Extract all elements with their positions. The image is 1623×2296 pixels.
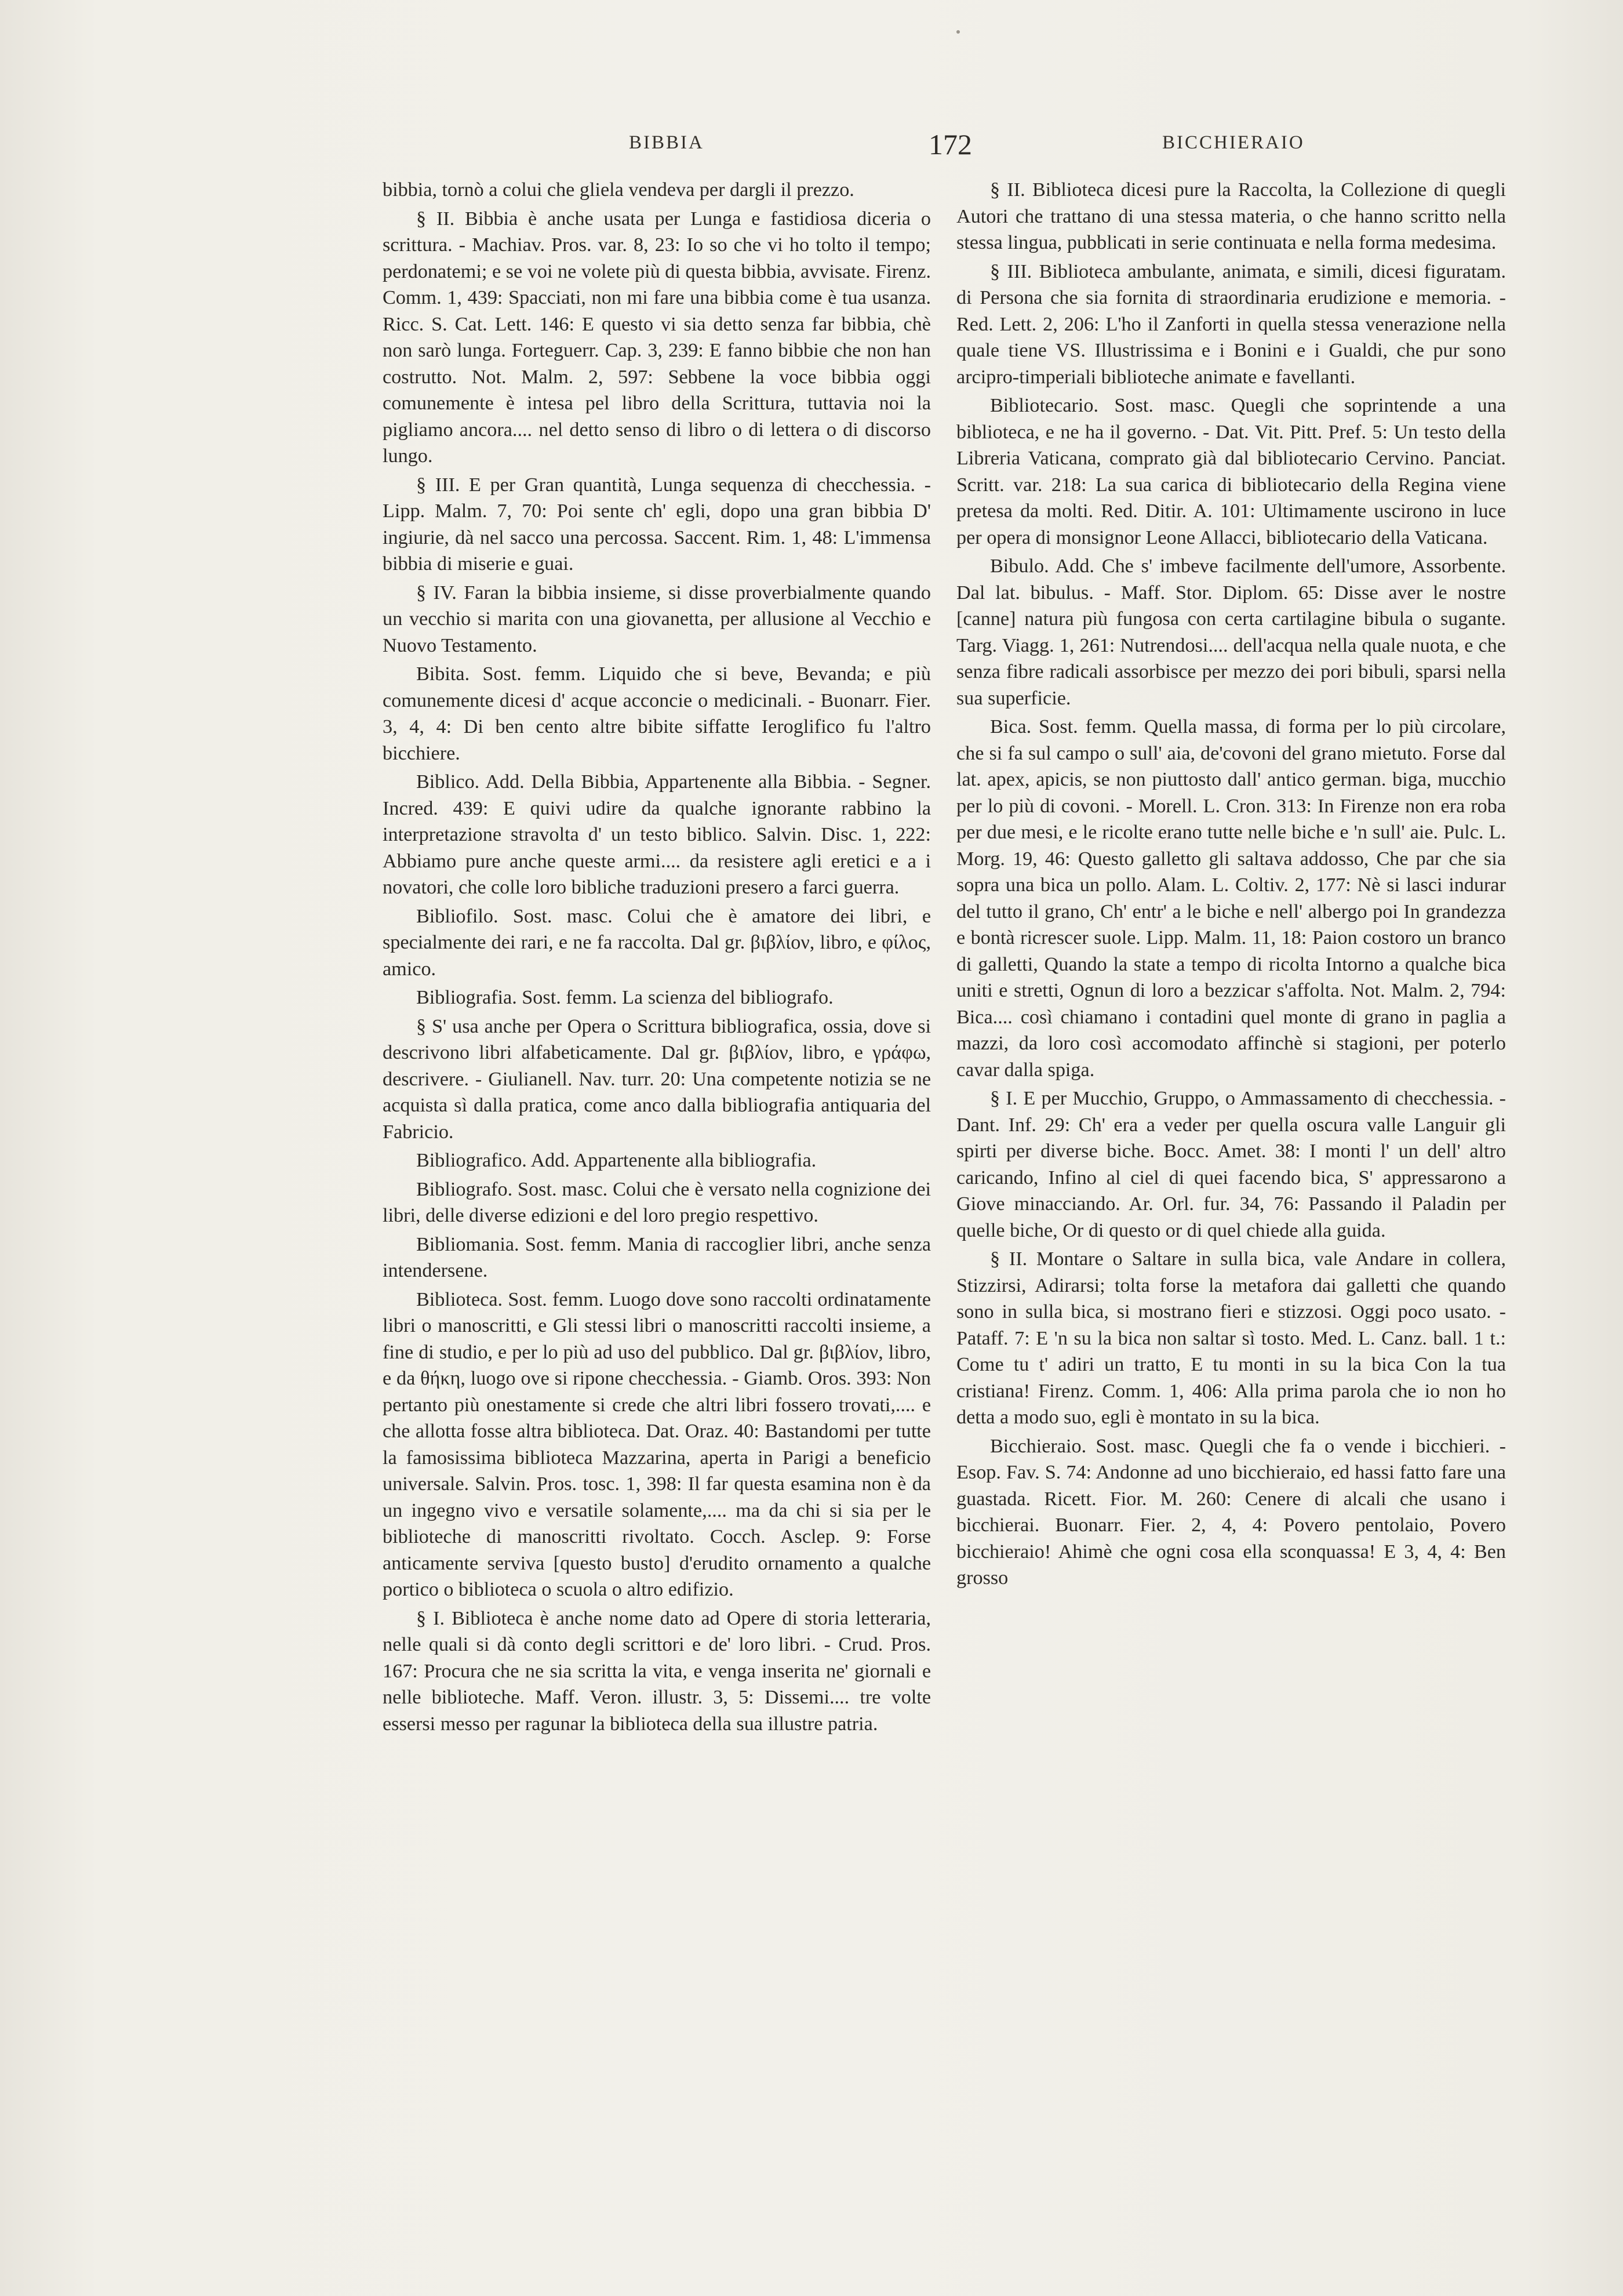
- dictionary-paragraph: § II. Biblioteca dicesi pure la Raccolta, la Collezione di quegli Autori che trattano di una stessa materia, o che hanno scritto nella stessa lingua, pubblicati in serie continuata e nella forma medesima.: [956, 179, 1506, 253]
- dictionary-paragraph: § III. E per Gran quantità, Lunga sequenza di checchessia. - Lipp. Malm. 7, 70: Poi sente ch' egli, dopo una gran bibbia D' ingiurie, dà nel sacco una percossa. Saccent. Rim. 1, 48: L'immensa bibbia di miserie e guai.: [383, 474, 931, 575]
- page-number: 172: [929, 128, 972, 161]
- dictionary-paragraph: Bibliotecario. Sost. masc. Quegli che soprintende a una biblioteca, e ne ha il governo. - Dat. Vit. Pitt. Pref. 5: Un testo della Libreria Vaticana, comprato già dal bibliotecario Cervino. Panciat. Scritt. var. 218: La sua carica di bibliotecario della Regina viene pretesa da molti. Red. Ditir. A. 101: Ultimamente uscirono in luce per opera di monsignor Leone Allacci, bibliotecario della Vaticana.: [956, 395, 1506, 548]
- dictionary-paragraph: Bibliografo. Sost. masc. Colui che è versato nella cognizione dei libri, delle diverse edizioni e del loro pregio respettivo.: [383, 1178, 931, 1226]
- dictionary-paragraph: Bibulo. Add. Che s' imbeve facilmente dell'umore, Assorbente. Dal lat. bibulus. - Maff. Stor. Diplom. 65: Disse aver le nostre [canne] natura più fungosa con certa cartilagine bibula o sugante. Targ. Viagg. 1, 261: Nutrendosi.... dell'acqua nella quale nuota, e che senza fibre radicali assorbisce per mezzo dei pori bibuli, sparsi nella sua superficie.: [956, 555, 1506, 709]
- right-column: [956, 177, 1506, 1594]
- dictionary-paragraph: § IV. Faran la bibbia insieme, si disse proverbialmente quando un vecchio si marita con una giovanetta, per allusione al Vecchio e Nuovo Testamento.: [383, 582, 931, 656]
- paper-speck: [956, 30, 960, 34]
- dictionary-paragraph: Bibliofilo. Sost. masc. Colui che è amatore dei libri, e specialmente dei rari, e ne fa raccolta. Dal gr. βιβλίον, libro, e φίλος, amico.: [383, 905, 931, 980]
- dictionary-paragraph: Biblico. Add. Della Bibbia, Appartenente alla Bibbia. - Segner. Incred. 439: E quivi udire da qualche ignorante rabbino la interpretazione stravolta d' un testo biblico. Salvin. Disc. 1, 222: Abbiamo pure anche queste armi.... da resistere agli eretici e a i novatori, che colle loro bibliche traduzioni presero a farci guerra.: [383, 771, 931, 898]
- dictionary-paragraph: § II. Bibbia è anche usata per Lunga e fastidiosa diceria o scrittura. - Machiav. Pros. var. 8, 23: Io so che vi ho tolto il tempo; perdonatemi; e se voi ne volete più di questa bibbia, avvisate. Firenz. Comm. 1, 439: Spacciati, non mi fare una bibbia come è tua usanza. Ricc. S. Cat. Lett. 146: E questo vi sia detto senza far bibbia, chè non sarò lunga. Forteguerr. Cap. 3, 239: E fanno bibbie che non han costrutto. Not. Malm. 2, 597: Sebbene la voce bibbia oggi comunemente è intesa pel libro della Scrittura, tuttavia noi la pigliamo ancora.... nel detto senso di libro o di lettera o di discorso lungo.: [383, 208, 931, 467]
- dictionary-paragraph: Bibliomania. Sost. femm. Mania di raccoglier libri, anche senza intendersene.: [383, 1233, 931, 1281]
- dictionary-paragraph: Bibita. Sost. femm. Liquido che si beve, Bevanda; e più comunemente dicesi d' acque acconcie o medicinali. - Buonarr. Fier. 3, 4, 4: Di ben cento altre bibite siffatte Ieroglifico fu l'altro bicchiere.: [383, 663, 931, 764]
- left-column: [383, 177, 931, 1739]
- dictionary-paragraph: Bicchieraio. Sost. masc. Quegli che fa o vende i bicchieri. - Esop. Fav. S. 74: Andonne ad uno bicchieraio, ed hassi fatto fare una guastada. Ricett. Fior. M. 260: Cenere di alcali che usano i bicchierai. Buonarr. Fier. 2, 4, 4: Povero pentolaio, Povero bicchieraio! Ahimè che ogni cosa ella sconquassa! E 3, 4, 4: Ben grosso: [956, 1435, 1506, 1589]
- dictionary-paragraph: Bica. Sost. femm. Quella massa, di forma per lo più circolare, che si fa sul campo o sull' aia, de'covoni del grano mietuto. Forse dal lat. apex, apicis, se non piuttosto dall' antico german. biga, mucchio per lo più di covoni. - Morell. L. Cron. 313: In Firenze non era roba per due mesi, e le ricolte erano tutte nelle biche e 'n sull' aie. Pulc. L. Morg. 19, 46: Questo galletto gli saltava addosso, Che par che sia sopra una bica un pollo. Alam. L. Coltiv. 2, 177: Nè si lasci indurar del tutto il grano, Ch' entr' a le biche e nell' albergo poi In grandezza e bontà ricrescer suole. Lipp. Malm. 11, 18: Paion costoro un branco di galletti, Quando la state a tempo di ricolta Intorno a qualche bica uniti e stretti, Ognun di loro a bezzicar s'affolta. Not. Malm. 2, 794: Bica.... così chiamano i contadini quel monte di grano in paglia a mazzi, da loro così accomodato affinchè si stagioni, per poterlo cavar dalla spiga.: [956, 716, 1506, 1081]
- dictionary-paragraph: bibbia, tornò a colui che gliela vendeva per dargli il prezzo.: [383, 179, 854, 201]
- running-head-right: BICCHIERAIO: [1162, 132, 1305, 153]
- dictionary-paragraph: § I. E per Mucchio, Gruppo, o Ammassamento di checchessia. - Dant. Inf. 29: Ch' era a veder per quella oscura valle Languir gli spirti per diverse biche. Bocc. Amet. 38: I monti l' un dell' altro caricando, Infino al ciel di quei facendo bica, S' appressarono a Giove minacciando. Ar. Orl. fur. 34, 76: Passando il Paladin per quelle biche, Or di questo or di quel chiede alla guida.: [956, 1088, 1506, 1241]
- running-head-left: BIBBIA: [629, 132, 704, 153]
- dictionary-paragraph: Bibliografico. Add. Appartenente alla bibliografia.: [416, 1150, 817, 1171]
- dictionary-paragraph: § I. Biblioteca è anche nome dato ad Opere di storia letteraria, nelle quali si dà conto degli scrittori e de' loro libri. - Crud. Pros. 167: Procura che ne sia scritta la vita, e venga inserita ne' giornali e nelle biblioteche. Maff. Veron. illustr. 3, 5: Dissemi.... tre volte essersi messo per ragunar la biblioteca della sua illustre patria.: [383, 1607, 931, 1735]
- dictionary-paragraph: § III. Biblioteca ambulante, animata, e simili, dicesi figuratam. di Persona che sia fornita di straordinaria erudizione e memoria. - Red. Lett. 2, 206: L'ho il Zanforti in quella stessa venerazione nella quale tiene VS. Illustrissima e i Bonini e i Gualdi, che pur sono arcipro-timperiali biblioteche animate e favellanti.: [956, 260, 1506, 388]
- dictionary-paragraph: Biblioteca. Sost. femm. Luogo dove sono raccolti ordinatamente libri o manoscritti, e Gli stessi libri o manoscritti raccolti insieme, a fine di studio, e per lo più ad uso del pubblico. Dal gr. βιβλίον, libro, e da θήκη, luogo ove si ripone checchessia. - Giamb. Oros. 393: Non pertanto più onestamente si crede che altri libri fossero trovati,.... e che allotta fosse altra biblioteca. Dat. Oraz. 40: Bastandomi per tutte la famosissima biblioteca Mazzarina, aperta in Parigi a beneficio universale. Salvin. Pros. tosc. 1, 398: Il far questa esamina non è da un ingegno vivo e versatile solamente,.... ma da chi si sia per le biblioteche di manoscritti rivoltato. Cocch. Asclep. 9: Forse anticamente serviva [questo busto] d'erudito ornamento a qualche portico o biblioteca o scuola o altro edifizio.: [383, 1288, 931, 1600]
- dictionary-paragraph: Bibliografia. Sost. femm. La scienza del bibliografo.: [416, 987, 834, 1008]
- dictionary-paragraph: § S' usa anche per Opera o Scrittura bibliografica, ossia, dove si descrivono libri alfabeticamente. Dal gr. βιβλίον, libro, e γράφω, descrivere. - Giulianell. Nav. turr. 20: Una competente notizia se ne acquista sì dalla pratica, come anco dalla bibliografia antiquaria del Fabricio.: [383, 1015, 931, 1143]
- dictionary-paragraph: § II. Montare o Saltare in sulla bica, vale Andare in collera, Stizzirsi, Adirarsi; tolta forse la metafora dai galletti che quando sono in sulla bica, si mostrano fieri e stizzosi. Oggi poco usato. - Pataff. 7: E 'n su la bica non saltar sì tosto. Med. L. Canz. ball. 1 t.: Come tu t' adiri un tratto, E tu monti in su la bica Con la tua cristiana! Firenz. Comm. 1, 406: Alla prima parola che io non ho detta a modo suo, egli è montato in su la bica.: [956, 1248, 1506, 1428]
